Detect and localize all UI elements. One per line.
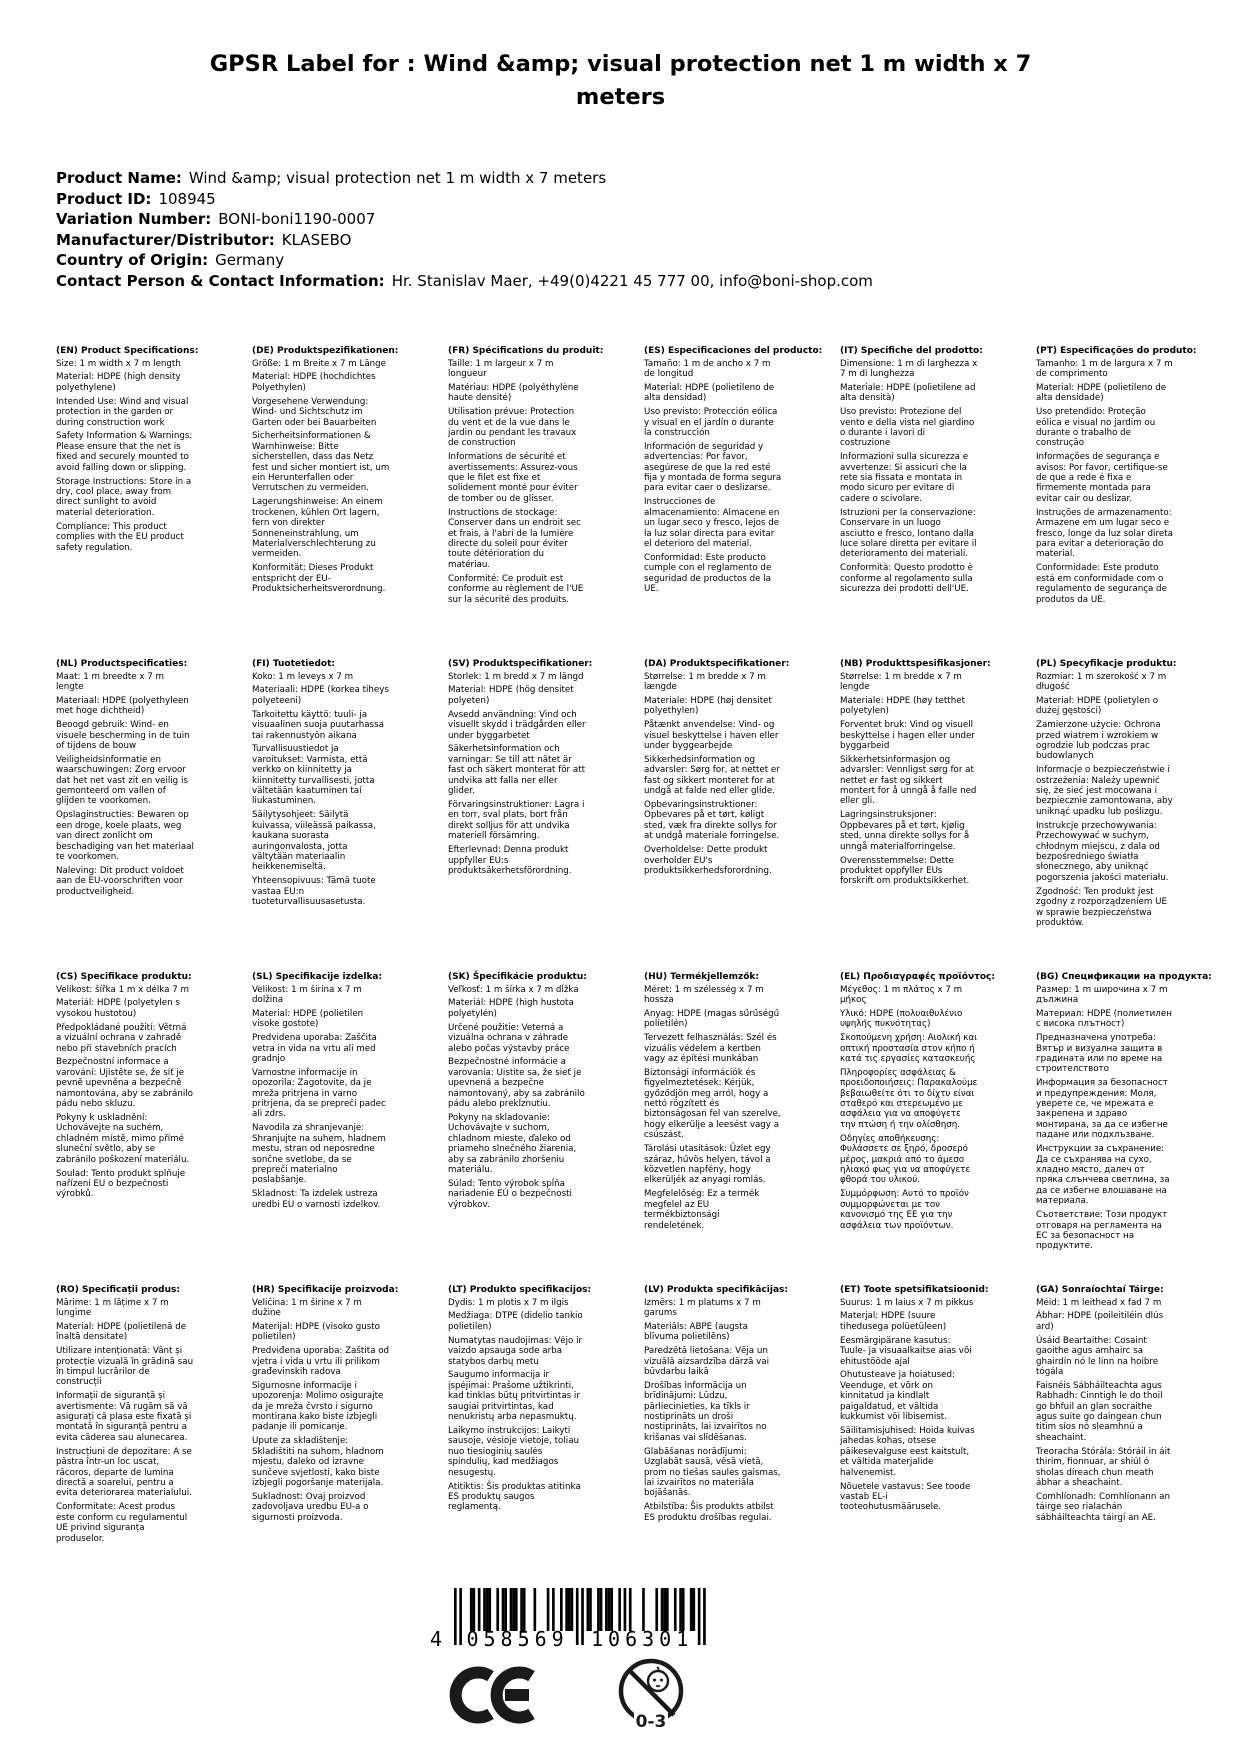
spec-paragraph: Conformidad: Este producto cumple con el reglamento de seguridad de productos de la UE. bbox=[644, 552, 772, 595]
spec-paragraph: Lagerungshinweise: An einem trockenen, kühlen Ort lagern, fern von direkter Sonneneinstrahlung, um Materialverschlechterung zu vermeiden. bbox=[252, 497, 383, 560]
language-block-nl bbox=[56, 659, 194, 972]
spec-paragraph: Conformidade: Este produto está em conformidade com o regulamento de segurança de produtos da UE. bbox=[1036, 563, 1167, 605]
language-header: (DE) Produktspezifikationen: bbox=[252, 346, 399, 356]
language-block-en bbox=[56, 346, 199, 659]
spec-paragraph: Sikkerhetsinformasjon og advarsler: Vennligst sørg for at nettet er fast og sikkert montert for å unngå å falle ned eller gli. bbox=[840, 754, 977, 807]
spec-paragraph: Opbevaringsinstruktioner: Opbevares på et tørt, køligt sted, væk fra direkte sollys for at undgå materiale forringelse. bbox=[644, 799, 780, 842]
language-header: (HR) Specifikacije proizvoda: bbox=[252, 1285, 399, 1295]
spec-paragraph: Materiał: HDPE (polietylen o dużej gęstości) bbox=[1036, 695, 1159, 717]
language-block-sk bbox=[448, 972, 586, 1285]
spec-paragraph: Paredzētā lietošana: Vēja un vizuālā aizsardzība dārzā vai būvdarbu laikā bbox=[644, 1346, 770, 1377]
spec-paragraph: Informações de segurança e avisos: Por favor, certifique-se de que a rede é fixa e firmemente montada para evitar cair ou deslizar. bbox=[1036, 452, 1168, 504]
spec-paragraph: Tamaño: 1 m de ancho x 7 m de longitud bbox=[644, 358, 771, 379]
page-title: GPSR Label for : Wind &amp; visual protection net 1 m width x 7 meters bbox=[209, 51, 1032, 110]
spec-paragraph: Πληροφορίες ασφάλειας & προειδοποιήσεις: Παρακαλούμε βεβαιωθείτε ότι το δίχτυ είναι σταθερό και στερεωμένο με ασφάλεια για να αποφύγετε την πτώση ή την ολίσθηση. bbox=[840, 1067, 978, 1130]
spec-paragraph: Bezpečnostné informácie a varovania: Uistite sa, že sieť je upevnená a bezpečne namontovaný, aby sa zabránilo pádu alebo prekĺznutiu. bbox=[448, 1057, 585, 1110]
language-block-el bbox=[840, 972, 995, 1285]
spec-paragraph: Storlek: 1 m bredd x 7 m längd bbox=[448, 671, 584, 682]
spec-paragraph: Tárolási utasítások: Üzlet egy száraz, hűvös helyen, távol a közvetlen napfény, hogy elkerüljék az anyagi romlás. bbox=[644, 1144, 771, 1186]
product-info-value: KLASEBO bbox=[281, 230, 352, 249]
product-info-label: Country of Origin: bbox=[56, 251, 209, 269]
spec-paragraph: Υλικό: HDPE (πολυαιθυλένιο υψηλής πυκνότητας) bbox=[840, 1008, 963, 1030]
language-block-hr bbox=[252, 1285, 399, 1598]
spec-paragraph: Numatytas naudojimas: Vėjo ir vaizdo apsauga sode arba statybos darbų metu bbox=[448, 1335, 583, 1367]
spec-paragraph: Faisnéis Sábháilteachta agus Rabhadh: Cinntigh le do thoil go bhfuil an glan socraithe agus suite go daingean chun titim síos nó sleamhnú a sheachaint. bbox=[1036, 1380, 1163, 1443]
spec-paragraph: Predviđena uporaba: Zaštita od vjetra i vida u vrtu ili prilikom građevinskih radova bbox=[252, 1346, 390, 1377]
spec-paragraph: Veľkosť: 1 m šírka x 7 m dĺžka bbox=[448, 984, 579, 995]
spec-paragraph: Pokyny k uskladnění: Uchovávejte na suchém, chladném místě, mimo přímé sluneční světlo, aby se zabránilo poškození materiálu. bbox=[56, 1112, 190, 1165]
language-block-et bbox=[840, 1285, 989, 1598]
product-info-label: Contact Person & Contact Information: bbox=[56, 271, 385, 290]
spec-paragraph: Material: HDPE (hög densitet polyeten) bbox=[448, 685, 574, 706]
spec-paragraph: Konformität: Dieses Produkt entspricht der EU-Produktsicherheitsverordnung. bbox=[252, 563, 386, 595]
spec-paragraph: Materiaal: HDPE (polyethyleen met hoge dichtheid) bbox=[56, 695, 189, 717]
spec-paragraph: Beoogd gebruik: Wind- en visuele bescherming in de tuin of tijdens de bouw bbox=[56, 720, 190, 751]
spec-paragraph: Vorgesehene Verwendung: Wind- und Sichtschutz im Garten oder bei Bauarbeiten bbox=[252, 396, 377, 428]
spec-paragraph: Materiale: HDPE (høj densitet polyethylen) bbox=[644, 695, 772, 717]
product-info-row bbox=[56, 250, 1201, 271]
language-header: (EN) Product Specifications: bbox=[56, 346, 199, 356]
spec-paragraph: Conformité: Ce produit est conforme au règlement de l'UE sur la sécurité des produits. bbox=[448, 573, 584, 605]
language-header: (LV) Produkta specifikācijas: bbox=[644, 1285, 788, 1295]
language-block-lv bbox=[644, 1285, 788, 1598]
language-block-es bbox=[644, 346, 823, 659]
spec-paragraph: Materiāls: ABPE (augsta blīvuma polietilēns) bbox=[644, 1321, 748, 1343]
language-block-lt bbox=[448, 1285, 592, 1598]
language-block-da bbox=[644, 659, 790, 972]
age-warning-0-3-icon bbox=[616, 1654, 686, 1738]
product-info-row bbox=[56, 209, 1201, 230]
spec-paragraph: Suurus: 1 m laius x 7 m pikkus bbox=[840, 1297, 974, 1308]
spec-paragraph: Istruzioni per la conservazione: Conservare in un luogo asciutto e fresco, lontano dalla luce solare diretta per evitare il deterioramento dei materiali. bbox=[840, 507, 977, 560]
spec-paragraph: Sicherheitsinformationen & Warnhinweise: Bitte sicherstellen, dass das Netz fest und sicher montiert ist, um ein Herunterfallen oder Verrutschen zu vermeiden. bbox=[252, 431, 390, 494]
product-info-value: BONI-boni1190-0007 bbox=[218, 210, 376, 228]
language-block-bg bbox=[1036, 972, 1212, 1285]
spec-paragraph: Koko: 1 m leveys x 7 m bbox=[252, 671, 354, 682]
product-info-label: Manufacturer/Distributor: bbox=[56, 230, 275, 249]
spec-paragraph: Méid: 1 m leithead x fad 7 m bbox=[1036, 1297, 1162, 1308]
spec-paragraph: Nõuetele vastavus: See toode vastab EL-i tooteohutusmäärusele. bbox=[840, 1481, 971, 1513]
product-info-value: Hr. Stanislav Maer, +49(0)4221 45 777 00, info@boni-shop.com bbox=[391, 271, 873, 290]
product-info-value: Germany bbox=[215, 251, 285, 269]
language-header: (BG) Спецификации на продукта: bbox=[1036, 972, 1212, 982]
spec-paragraph: Materijal: HDPE (visoko gusto polietilen) bbox=[252, 1321, 380, 1343]
age-warning-text: 0-3 bbox=[635, 1712, 667, 1732]
language-header: (RO) Specificații produs: bbox=[56, 1285, 180, 1295]
product-info-row bbox=[56, 189, 1201, 210]
spec-paragraph: Sukladnost: Ovaj proizvod zadovoljava uredbu EU-a o sigurnosti proizvoda. bbox=[252, 1491, 369, 1523]
spec-paragraph: Rozmiar: 1 m szerokość x 7 m długość bbox=[1036, 671, 1167, 692]
spec-paragraph: Materiale: HDPE (høy tetthet polyetylen) bbox=[840, 695, 965, 717]
ce-mark-icon bbox=[449, 1664, 543, 1726]
spec-paragraph: Sigurnosne informacije i upozorenja: Molimo osigurajte da je mreža čvrsto i sigurno montirana kako biste izbjegli padanje ili pomicanje. bbox=[252, 1380, 384, 1433]
spec-paragraph: Conformità: Questo prodotto è conforme al regolamento sulla sicurezza dei prodotti dell'UE. bbox=[840, 563, 973, 595]
spec-paragraph: Predvidena uporaba: Zaščita vetra in vida na vrtu ali med gradnjo bbox=[252, 1033, 377, 1064]
spec-paragraph: Určené použitie: Veterná a vizuálna ochrana v záhrade alebo počas výstavby práce bbox=[448, 1022, 570, 1054]
spec-paragraph: Instrukcje przechowywania: Przechowywać w suchym, chłodnym miejscu, z dala od bezpośredniego światła słonecznego, aby uniknąć pogorszenia jakości materiału. bbox=[1036, 820, 1169, 883]
spec-paragraph: Overensstemmelse: Dette produktet oppfyller EUs forskrift om produktsikkerhet. bbox=[840, 855, 970, 887]
spec-paragraph: Izmērs: 1 m platums x 7 m garums bbox=[644, 1297, 761, 1318]
spec-paragraph: Méret: 1 m szélesség x 7 m hossza bbox=[644, 984, 764, 1005]
language-header: (IT) Specifiche del prodotto: bbox=[840, 346, 983, 356]
spec-paragraph: Informații de siguranță și avertismente: Vă rugăm să vă asigurați că plasa este fixată și montată în siguranță pentru a evita căderea sau alunecarea. bbox=[56, 1391, 192, 1443]
language-header: (CS) Specifikace produktu: bbox=[56, 972, 192, 982]
spec-paragraph: Μέγεθος: 1 m πλάτος x 7 m μήκος bbox=[840, 984, 963, 1005]
spec-paragraph: Megfelelőség: Ez a termék megfelel az EU termékbiztonsági rendeletének. bbox=[644, 1189, 760, 1231]
spec-paragraph: Instrucțiuni de depozitare: A se păstra într-un loc uscat, răcoros, departe de lumina directă a soarelui, pentru a evita deteriorarea materialului. bbox=[56, 1446, 192, 1499]
product-info-row bbox=[56, 168, 1201, 189]
spec-paragraph: Συμμόρφωση: Αυτό το προϊόν συμμορφώνεται με τον κανονισμό της ΕΕ για την ασφάλεια των προϊόντων. bbox=[840, 1189, 969, 1231]
spec-paragraph: Veiligheidsinformatie en waarschuwingen: Zorg ervoor dat het net vast zit en veilig is gemonteerd om vallen of glijden te voorkomen. bbox=[56, 754, 188, 807]
language-header: (PT) Especificações do produto: bbox=[1036, 346, 1197, 356]
product-info-row bbox=[56, 271, 1201, 292]
spec-paragraph: Úsáid Beartaithe: Cosaint gaoithe agus amhairc sa ghairdín nó le linn na hoibre tógála bbox=[1036, 1335, 1159, 1377]
spec-paragraph: Materiale: HDPE (polietilene ad alta densità) bbox=[840, 382, 976, 404]
language-header: (EL) Προδιαγραφές προϊόντος: bbox=[840, 972, 995, 982]
spec-paragraph: Pokyny na skladovanie: Uchovávajte v suchom, chladnom mieste, ďaleko od priameho slnečného žiarenia, aby sa zabránilo zhoršeniu materiálu. bbox=[448, 1112, 577, 1175]
language-block-fi bbox=[252, 659, 390, 972]
spec-paragraph: Soulad: Tento produkt splňuje nařízení EU o bezpečnosti výrobků. bbox=[56, 1168, 186, 1200]
spec-paragraph: Tarkoitettu käyttö: tuuli- ja visuaalinen suoja puutarhassa tai rakennustyön aikana bbox=[252, 709, 384, 741]
spec-paragraph: Varnostne informacije in opozorila: Zagotovite, da je mreža pritrjena in varno pritrjena, da se prepreči padec ali zdrs. bbox=[252, 1067, 386, 1120]
spec-paragraph: Zgodność: Ten produkt jest zgodny z rozporządzeniem UE w sprawie bezpieczeństwa produktów. bbox=[1036, 886, 1167, 928]
product-info-section bbox=[56, 168, 1201, 291]
spec-paragraph: Efterlevnad: Denna produkt uppfyller EU:s produktsäkerhetsförordning. bbox=[448, 845, 572, 876]
language-header: (FR) Spécifications du produit: bbox=[448, 346, 604, 356]
spec-paragraph: Turvallisuustiedot ja varoitukset: Varmista, että verkko on kiinnitetty ja kiinnitetty turvallisesti, jotta vältetään kaatuminen tai liukastuminen. bbox=[252, 744, 375, 807]
language-block-ro bbox=[56, 1285, 194, 1598]
language-block-pt bbox=[1036, 346, 1197, 659]
spec-paragraph: Upute za skladištenje: Skladištiti na suhom, hladnom mjestu, daleko od izravne sunčeve svjetlosti, kako biste izbjegli pogoršanje materijala. bbox=[252, 1436, 384, 1488]
spec-paragraph: Velikost: šířka 1 m x délka 7 m bbox=[56, 984, 189, 995]
spec-paragraph: Съответствие: Този продукт отговаря на регламента на ЕС за безопасност на продуктите. bbox=[1036, 1210, 1168, 1252]
barcode-digits: 4 bbox=[430, 1627, 443, 1651]
language-header: (GA) Sonraíochtaí Táirge: bbox=[1036, 1285, 1164, 1295]
spec-paragraph: Informations de sécurité et avertissements: Assurez-vous que le filet est fixe et solidement monté pour éviter de tomber ou de glisser. bbox=[448, 452, 578, 504]
language-header: (SK) Špecifikácie produktu: bbox=[448, 972, 587, 982]
spec-paragraph: Material: HDPE (polietilen visoke gostote) bbox=[252, 1008, 364, 1030]
spec-paragraph: Avsedd användning: Vind och visuellt skydd i trädgården eller under byggarbetet bbox=[448, 709, 586, 741]
spec-paragraph: Información de seguridad y advertencias: Por favor, asegúrese de que la red esté fija y montada de forma segura para evitar caer o deslizarse. bbox=[644, 441, 782, 494]
language-block-pl bbox=[1036, 659, 1177, 972]
spec-paragraph: Conformitate: Acest produs este conform cu regulamentul UE privind siguranța produselor. bbox=[56, 1502, 188, 1544]
language-header: (NL) Productspecificaties: bbox=[56, 659, 188, 669]
language-block-fr bbox=[448, 346, 604, 659]
spec-paragraph: Matériau: HDPE (polyéthylène haute densité) bbox=[448, 382, 579, 404]
spec-paragraph: Eesmärgipärane kasutus: Tuule- ja visuaalkaitse aias või ehitustööde ajal bbox=[840, 1335, 972, 1367]
spec-paragraph: Instruções de armazenamento: Armazene em um lugar seco e fresco, longe da luz solar direta para evitar a deterioração do material. bbox=[1036, 507, 1173, 560]
spec-paragraph: Maat: 1 m breedte x 7 m lengte bbox=[56, 671, 165, 692]
product-info-label: Variation Number: bbox=[56, 210, 212, 228]
spec-paragraph: Súlad: Tento výrobok spĺňa nariadenie EÚ o bezpečnosti výrobkov. bbox=[448, 1178, 572, 1210]
spec-paragraph: Navodila za shranjevanje: Shranjujte na suhem, hladnem mestu, stran od neposredne sončne svetlobe, da se prepreči materialno poslabšanje. bbox=[252, 1123, 386, 1186]
product-info-label: Product ID: bbox=[56, 189, 152, 208]
language-header: (PL) Specyfikacje produktu: bbox=[1036, 659, 1177, 669]
spec-paragraph: Material: HDPE (polietileno de alta densidade) bbox=[1036, 382, 1167, 404]
spec-paragraph: Material: HDPE (high density polyethylene) bbox=[56, 372, 181, 393]
spec-paragraph: Uso pretendido: Proteção eólica e visual no jardim ou durante o trabalho de construção bbox=[1036, 407, 1156, 449]
spec-paragraph: Forventet bruk: Vind og visuell beskyttelse i hagen eller under byggarbeid bbox=[840, 720, 975, 751]
spec-paragraph: Säkerhetsinformation och varningar: Se till att nätet är fast och säkert monterat för att undvika att falla ner eller glider. bbox=[448, 744, 586, 797]
spec-paragraph: Treoracha Stórála: Stóráil in áit thirim, fionnuar, ar shiúl ó sholas díreach chun meath ábhar a sheachaint. bbox=[1036, 1446, 1171, 1488]
spec-paragraph: Intended Use: Wind and visual protection in the garden or during construction work bbox=[56, 396, 189, 428]
language-block-de bbox=[252, 346, 399, 659]
spec-paragraph: Material: HDPE (polietilenă de înaltă densitate) bbox=[56, 1321, 187, 1343]
spec-paragraph: Материал: HDPE (полиетилен с висока плътност) bbox=[1036, 1008, 1172, 1030]
conformity-marks bbox=[0, 1650, 1241, 1750]
language-grid bbox=[56, 346, 1232, 1598]
spec-paragraph: Dydis: 1 m plotis x 7 m ilgis bbox=[448, 1297, 569, 1308]
language-header: (LT) Produkto specifikacijos: bbox=[448, 1285, 592, 1295]
spec-paragraph: Glabāšanas norādījumi: Uzglabāt sausā, vēsā vietā, prom no tiešas saules gaismas, lai izvairītos no materiāla bojāšanās. bbox=[644, 1446, 781, 1499]
language-header: (FI) Tuotetiedot: bbox=[252, 659, 336, 669]
spec-paragraph: Säilytysohjeet: Säilytä kuivassa, viileässä paikassa, kaukana suorasta auringonvalosta, jotta vältytään materiaalin heikkenemiseltä. bbox=[252, 810, 376, 873]
spec-paragraph: Overholdelse: Dette produkt overholder EU's produktsikkerhedsforordning. bbox=[644, 845, 772, 876]
language-block-sv bbox=[448, 659, 593, 972]
spec-paragraph: Размер: 1 m широчина x 7 m дължина bbox=[1036, 984, 1168, 1005]
language-header: (DA) Produktspecifikationer: bbox=[644, 659, 790, 669]
language-header: (NB) Produkttspesifikasjoner: bbox=[840, 659, 991, 669]
spec-paragraph: Yhteensopivuus: Tämä tuote vastaa EU:n tuoteturvallisuusasetusta. bbox=[252, 876, 376, 908]
spec-paragraph: Информация за безопасност и предупреждения: Моля, уверете се, че мрежата е закрепена и здраво монтирана, за да се избегне падане или подхлъзване. bbox=[1036, 1078, 1168, 1141]
spec-paragraph: Předpokládané použití: Větrná a vizuální ochrana v zahradě nebo při stavebních pracích bbox=[56, 1022, 187, 1054]
spec-paragraph: Materiál: HDPE (polyetylen s vysokou hustotou) bbox=[56, 998, 180, 1019]
spec-paragraph: Lagringsinstruksjoner: Oppbevares på et tørt, kjølig sted, unna direkte sollys for å unngå materialforringelse. bbox=[840, 810, 970, 852]
spec-paragraph: Dimensione: 1 m di larghezza x 7 m di lunghezza bbox=[840, 358, 978, 379]
product-info-row bbox=[56, 230, 1201, 251]
spec-paragraph: Taille: 1 m largeur x 7 m longueur bbox=[448, 358, 554, 379]
language-header: (HU) Termékjellemzők: bbox=[644, 972, 760, 982]
spec-paragraph: Bezpečnostní informace a varování: Ujistěte se, že síť je pevně upevněna a bezpečně namontována, aby se zabránilo pádu nebo skluzu. bbox=[56, 1057, 193, 1110]
spec-paragraph: Biztonsági információk és figyelmeztetések: Kérjük, győződjön meg arról, hogy a nettó rögzített és biztonságosan fel van szerelve, hogy elkerülje a leesést vagy a csúszást. bbox=[644, 1067, 781, 1141]
language-block-ga bbox=[1036, 1285, 1174, 1598]
spec-paragraph: Säilitamisjuhised: Hoida kuivas jahedas kohas, otsese päikesevalguse eest kaitstult, et vältida materjalide halvenemist. bbox=[840, 1425, 975, 1478]
spec-paragraph: Förvaringsinstruktioner: Lagra i en torr, sval plats, bort från direkt solljus för att undvika materiell försämring. bbox=[448, 799, 585, 842]
product-info-label: Product Name: bbox=[56, 169, 182, 187]
spec-paragraph: Atbilstība: Šis produkts atbilst ES produktu drošības regulai. bbox=[644, 1502, 774, 1523]
product-info-value: Wind &amp; visual protection net 1 m width x 7 meters bbox=[188, 169, 607, 187]
barcode-digits: 106301 bbox=[591, 1627, 694, 1651]
spec-paragraph: Informacje o bezpieczeństwie i ostrzeżenia: Należy upewnić się, że sieć jest mocowana i bezpiecznie zamontowana, aby uniknąć upadku lub poślizgu. bbox=[1036, 765, 1173, 817]
spec-paragraph: Ábhar: HDPE (poileitiléin dlús ard) bbox=[1036, 1311, 1164, 1332]
spec-paragraph: Instrucciones de almacenamiento: Almacene en un lugar seco y fresco, lejos de la luz solar directa para evitar el deterioro del material. bbox=[644, 497, 780, 549]
spec-paragraph: Zamierzone użycie: Ochrona przed wiatrem i wzrokiem w ogrodzie lub podczas prac budowlanych bbox=[1036, 720, 1161, 762]
spec-paragraph: Material: HDPE (hochdichtes Polyethylen) bbox=[252, 372, 376, 393]
spec-paragraph: Opslaginstructies: Bewaren op een droge, koele plaats, weg van direct zonlicht om beschadiging van het materiaal te voorkomen. bbox=[56, 810, 194, 862]
spec-paragraph: Инструкции за съхранение: Да се съхранява на сухо, хладно място, далеч от пряка слънчева светлина, за да се избегне влошаване на материала. bbox=[1036, 1144, 1170, 1207]
spec-paragraph: Οδηγίες αποθήκευσης: Φυλάσσετε σε ξηρό, δροσερό μέρος, μακριά από το άμεσο ηλιακό φως για να αποφύγετε φθορά του υλικού. bbox=[840, 1133, 971, 1186]
language-block-hu bbox=[644, 972, 782, 1285]
spec-paragraph: Σκοπούμενη χρήση: Αιολική και οπτική προστασία στον κήπο ή κατά τις εργασίες κατασκευής bbox=[840, 1033, 978, 1064]
spec-paragraph: Størrelse: 1 m bredde x 7 m længde bbox=[644, 671, 766, 692]
spec-paragraph: Предназначена употреба: Вятър и визуална защита в градината или по време на строителството bbox=[1036, 1033, 1163, 1075]
spec-paragraph: Størrelse: 1 m bredde x 7 m lengde bbox=[840, 671, 962, 692]
spec-paragraph: Materjal: HDPE (suure tihedusega polüetüleen) bbox=[840, 1311, 947, 1332]
spec-paragraph: Uso previsto: Protezione del vento e della vista nel giardino o durante i lavori di costruzione bbox=[840, 407, 975, 449]
spec-paragraph: Materiaali: HDPE (korkea tiheys polyeteeni) bbox=[252, 685, 389, 706]
spec-paragraph: Instructions de stockage: Conserver dans un endroit sec et frais, à l'abri de la lumière directe du soleil pour éviter toute détérioration du matériau. bbox=[448, 507, 581, 570]
spec-paragraph: Drošības informācija un brīdinājumi: Lūdzu, pārliecinieties, ka tīkls ir nostiprināts un droši nostiprināts, lai izvairītos no krišanas vai slīdēšanas. bbox=[644, 1380, 767, 1443]
spec-paragraph: Veličina: 1 m širine x 7 m dužine bbox=[252, 1297, 362, 1318]
spec-paragraph: Tamanho: 1 m de largura x 7 m de comprimento bbox=[1036, 358, 1173, 379]
language-block-cs bbox=[56, 972, 194, 1285]
spec-paragraph: Sikkerhedsinformation og advarsler: Sørg for, at nettet er fast og sikkert monteret for at undgå at falde ned eller glide. bbox=[644, 754, 780, 797]
spec-paragraph: Skladnost: Ta izdelek ustreza uredbi EU o varnosti izdelkov. bbox=[252, 1189, 381, 1210]
language-block-it bbox=[840, 346, 983, 659]
language-block-sl bbox=[252, 972, 390, 1285]
barcode-digits: 058569 bbox=[466, 1627, 569, 1651]
language-header: (ES) Especificaciones del producto: bbox=[644, 346, 823, 356]
spec-paragraph: Safety Information & Warnings: Please ensure that the net is fixed and securely mounted to avoid falling down or slipping. bbox=[56, 431, 193, 473]
language-header: (SV) Produktspecifikationer: bbox=[448, 659, 593, 669]
spec-paragraph: Size: 1 m width x 7 m length bbox=[56, 358, 181, 369]
language-block-nb bbox=[840, 659, 991, 972]
spec-paragraph: Påtænkt anvendelse: Vind- og visuel beskyttelse i haven eller under byggearbejde bbox=[644, 720, 779, 751]
spec-paragraph: Tervezett felhasználás: Szél és vizuális védelem a kertben vagy az építési munkában bbox=[644, 1033, 777, 1064]
spec-paragraph: Utilizare intenționată: Vânt și protecție vizuală în grădină sau în timpul lucrărilor de construcții bbox=[56, 1346, 194, 1388]
language-header: (ET) Toote spetsifikatsioonid: bbox=[840, 1285, 989, 1295]
product-info-value: 108945 bbox=[158, 189, 216, 208]
spec-paragraph: Anyag: HDPE (magas sűrűségű polietilén) bbox=[644, 1008, 780, 1030]
language-header: (SL) Specifikacije izdelka: bbox=[252, 972, 383, 982]
ean13-barcode bbox=[430, 1588, 732, 1656]
spec-paragraph: Ohutusteave ja hoiatused: Veenduge, et võrk on kinnitatud ja kindlalt paigaldatud, et vältida kukkumist või libisemist. bbox=[840, 1370, 955, 1423]
spec-paragraph: Laikymo instrukcijos: Laikyti sausoje, vėsioje vietoje, toliau nuo tiesioginių saulės spindulių, kad medžiagos nesugestų. bbox=[448, 1425, 580, 1478]
spec-paragraph: Storage Instructions: Store in a dry, cool place, away from direct sunlight to avoid material deterioration. bbox=[56, 476, 192, 518]
spec-paragraph: Mărime: 1 m lățime x 7 m lungime bbox=[56, 1297, 169, 1318]
spec-paragraph: Naleving: Dit product voldoet aan de EU-voorschriften voor productveiligheid. bbox=[56, 865, 184, 897]
spec-paragraph: Velikost: 1 m širina x 7 m dolžina bbox=[252, 984, 362, 1005]
spec-paragraph: Atitiktis: Šis produktas atitinka ES produktų saugos reglamentą. bbox=[448, 1481, 581, 1513]
spec-paragraph: Materiál: HDPE (high hustota polyetylén) bbox=[448, 998, 574, 1019]
spec-paragraph: Uso previsto: Protección eólica y visual en el jardín o durante la construcción bbox=[644, 407, 778, 438]
spec-paragraph: Saugumo informacija ir įspėjimai: Prašome užtikrinti, kad tinklas būtų pritvirtintas ir saugiai pritvirtintas, kad nenukristų arba nepasmuktų. bbox=[448, 1370, 580, 1423]
spec-paragraph: Größe: 1 m Breite x 7 m Länge bbox=[252, 358, 387, 369]
spec-paragraph: Compliance: This product complies with the EU product safety regulation. bbox=[56, 521, 184, 553]
spec-paragraph: Utilisation prévue: Protection du vent et de la vue dans le jardin ou pendant les travaux de construction bbox=[448, 407, 577, 449]
spec-paragraph: Comhlíonadh: Comhlíonann an táirge seo rialachán sábháilteachta táirgí an AE. bbox=[1036, 1491, 1170, 1523]
spec-paragraph: Medžiaga: DTPE (didelio tankio polietilen) bbox=[448, 1311, 583, 1332]
spec-paragraph: Informazioni sulla sicurezza e avvertenze: Si assicuri che la rete sia fissata e montata in modo sicuro per evitare di cadere o scivolare. bbox=[840, 452, 969, 504]
spec-paragraph: Material: HDPE (polietileno de alta densidad) bbox=[644, 382, 775, 404]
